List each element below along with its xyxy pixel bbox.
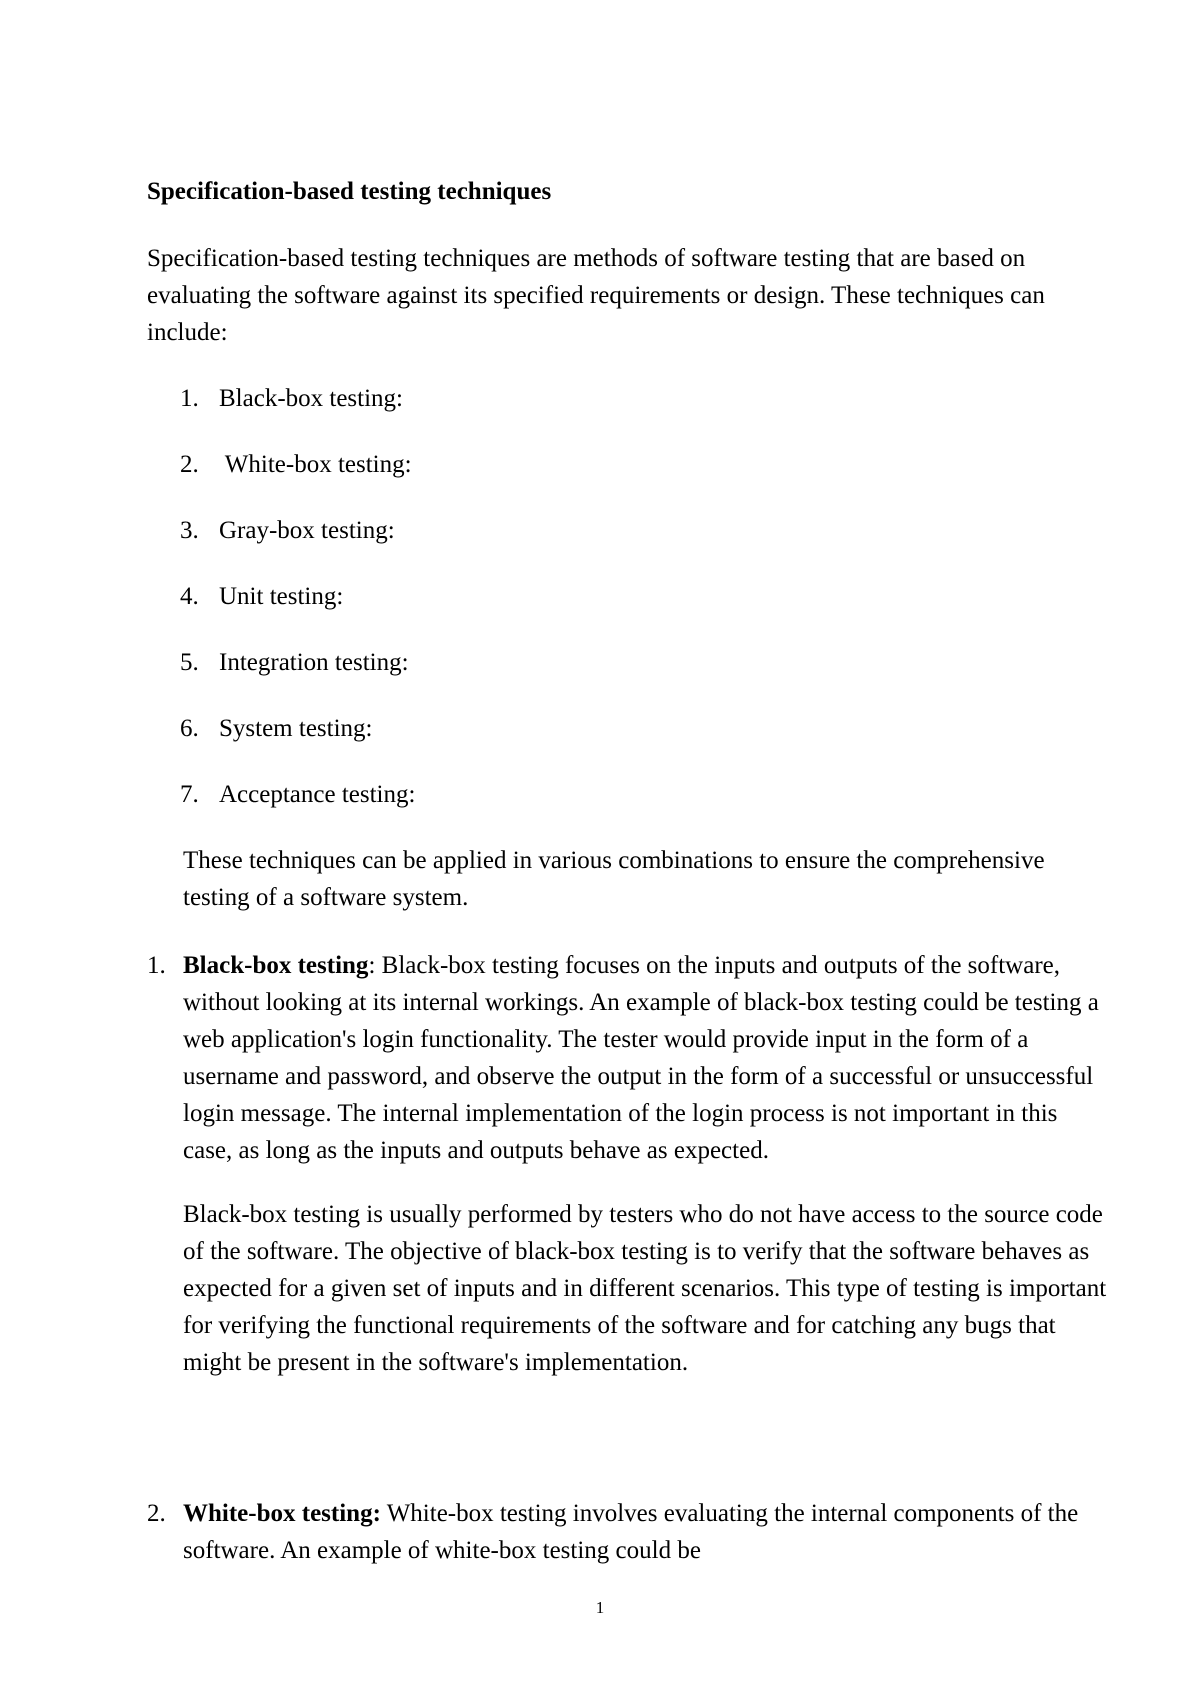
list-number: 1. <box>180 385 199 412</box>
list-item-label: Unit testing: <box>219 583 344 610</box>
detail-text: White-box testing involves evaluating the internal components of the software. An example of white-box testing could be <box>183 1500 1079 1564</box>
combinations-paragraph: These techniques can be applied in various combinations to ensure the comprehensive testing of a software system. <box>183 847 1045 911</box>
intro-paragraph: Specification-based testing techniques are methods of software testing that are based on evaluating the software against its specified requirements or design. These techniques can include: <box>147 245 1045 346</box>
list-item-label: System testing: <box>219 715 373 742</box>
detail-section-black-box <box>147 947 1107 1381</box>
list-number: 2. <box>180 451 199 478</box>
detail-paragraph-2: Black-box testing is usually performed by testers who do not have access to the source code of the software. The objective of black-box testing is to verify that the software behaves as expected for a given set of inputs and in different scenarios. This type of testing is important for verifying the functional requirements of the software and for catching any bugs that might be present in the software's implementation. <box>183 1201 1107 1376</box>
detail-section-white-box <box>147 1495 1107 1569</box>
detail-term-separator: : <box>368 952 376 979</box>
list-item-label: White-box testing: <box>219 451 412 478</box>
list-number: 7. <box>180 781 199 808</box>
list-item-label: Gray-box testing: <box>219 517 395 544</box>
document-title: Specification-based testing techniques <box>147 178 552 205</box>
detail-text: Black-box testing focuses on the inputs and outputs of the software, without looking at its internal workings. An example of black-box testing could be testing a web application's login functionality. The tester would provide input in the form of a username and password, and observe the output in the form of a successful or unsuccessful login message. The internal implementation of the login process is not important in this case, as long as the inputs and outputs behave as expected. <box>183 952 1099 1164</box>
detail-number: 2. <box>147 1500 166 1527</box>
list-item-label: Black-box testing: <box>219 385 403 412</box>
list-item-label: Integration testing: <box>219 649 409 676</box>
page-number: 1 <box>595 1598 605 1617</box>
detail-paragraph <box>183 1495 1107 1569</box>
list-number: 3. <box>180 517 199 544</box>
list-number: 5. <box>180 649 199 676</box>
list-item-label: Acceptance testing: <box>219 781 416 808</box>
list-number: 6. <box>180 715 199 742</box>
detail-term: Black-box testing <box>183 952 369 979</box>
detail-term: White-box testing: <box>183 1500 381 1527</box>
detail-paragraph <box>183 947 1107 1169</box>
detail-number: 1. <box>147 952 166 979</box>
list-number: 4. <box>180 583 199 610</box>
